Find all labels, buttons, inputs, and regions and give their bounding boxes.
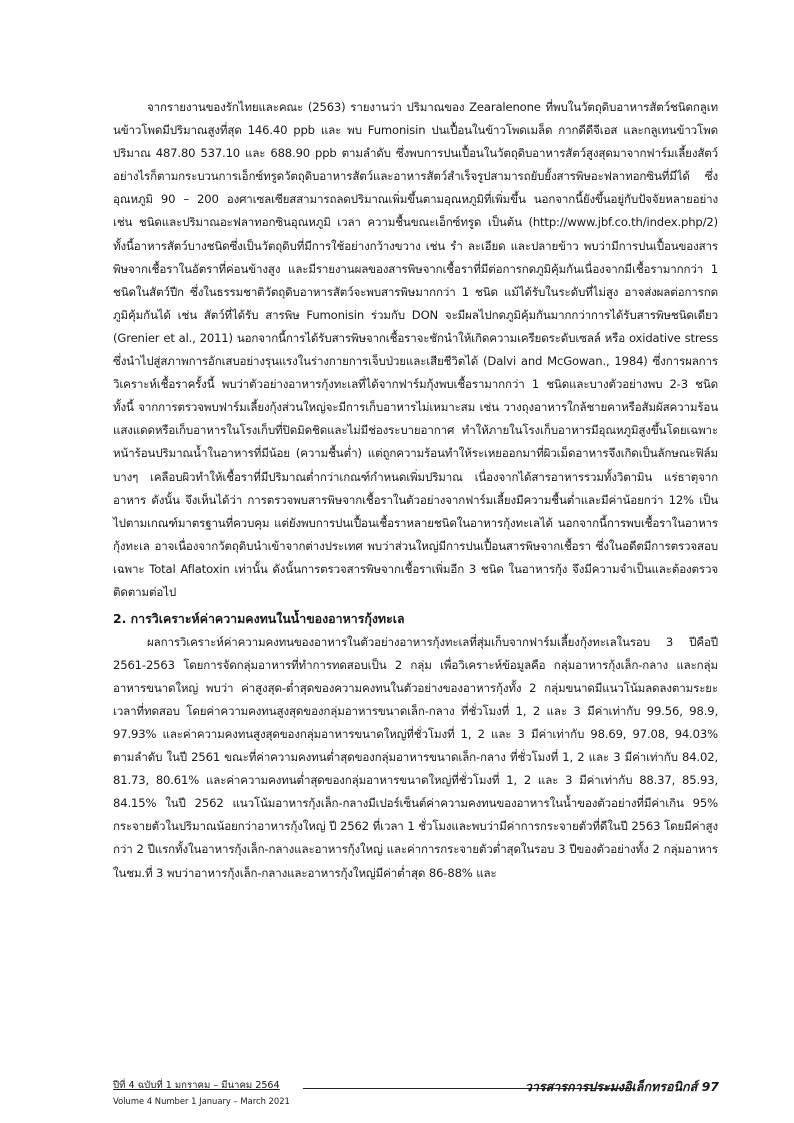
body-paragraph-2-text: ผลการวิเคราะห์ค่าความคงทนของอาหารในตัวอย่างอาหารกุ้งทะเลที่สุ่มเก็บจากฟาร์มเลี้ยงกุ้งทะเลในรอบ 3 ปีคือปี 2561-2563 โดยการจัดกลุ่มอาหารที่ทำการทดสอบเป็น 2 กลุ่ม เพื่อวิเคราะห์ข้อมูลคือ กลุ่มอาหารกุ้งเล็ก-กลาง และกลุ่มอาหารขนาดใหญ่ พบว่า ค่าสูงสุด-ต่ำสุดของความคงทนในตัวอย่างของอาหารกุ้งทั้ง 2 กลุ่มขนาดมีแนวโน้มลดลงตามระยะเวลาที่ทดสอบ โดยค่าความคงทนสูงสุดของกลุ่มอาหารขนาดเล็ก-กลาง ที่ชั่วโมงที่ 1, 2 และ 3 มีค่าเท่ากับ 99.56, 98.9, 97.93% และค่าความคงทนสูงสุดของกลุ่มอาหารขนาดใหญ่ที่ชั่วโมงที่ 1, 2 และ 3 มีค่าเท่ากับ 98.69, 97.08, 94.03% ตามลำดับ ในปี 2561 ขณะที่ค่าความคงทนต่ำสุดของกลุ่มอาหารขนาดเล็ก-กลาง ที่ชั่วโมงที่ 1, 2 และ 3 มีค่าเท่ากับ 84.02, 81.73, 80.61% และค่าความคงทนต่ำสุดของกลุ่มอาหารขนาดใหญ่ที่ชั่วโมงที่ 1, 2 และ 3 มีค่าเท่ากับ 88.37, 85.93, 84.15% ในปี 2562 แนวโน้มอาหารกุ้งเล็ก-กลางมีเปอร์เซ็นต์ค่าความคงทนของอาหารในน้ำของตัวอย่างที่มีค่าเกิน 95% กระจายตัวในปริมาณน้อยกว่าอาหารกุ้งใหญ่ ปี 2562 ที่เวลา 1 ชั่วโมงและพบว่ามีค่าการกระจายตัวที่ดีในปี 2563 โดยมีค่าสูงกว่า 2 ปีแรกทั้งในอาหารกุ้งเล็ก-กลางและอาหารกุ้งใหญ่ และค่าการกระจายตัวต่ำสุดในรอบ 3 ปีของตัวอย่างทั้ง 2 กลุ่มอาหารในชม.ที่ 3 พบว่าอาหารกุ้งเล็ก-กลางและอาหารกุ้งใหญ่มีค่าต่ำสุด 86-88% และ <box>113 634 718 880</box>
journal-title-page-number <box>525 1077 719 1097</box>
body-paragraph-1-text: จากรายงานของรักไทยและคณะ (2563) รายงานว่า ปริมาณของ Zearalenone ที่พบในวัตถุดิบอาหารสัตว์ชนิดกลูเทนข้าวโพดมีปริมาณสูงที่สุด 146.40 ppb และ พบ Fumonisin ปนเปื้อนในข้าวโพดเมล็ด กากดีดีจีเอส และกลูเทนข้าวโพด ปริมาณ 487.80 537.10 และ 688.90 ppb ตามลำดับ ซึ่งพบการปนเปื้อนในวัตถุดิบอาหารสัตว์สูงสุดมาจากฟาร์มเลี้ยงสัตว์ อย่างไรก็ตามกระบวนการเอ็กซ์ทรูดวัตถุดิบอาหารสัตว์และอาหารสัตว์สำเร็จรูปสามารถยับยั้งสารพิษอะฟลาทอกซินที่มีได้ ซึ่งอุณหภูมิ 90 – 200 องศาเซลเซียสสามารถลดปริมาณเพิ่มขึ้นตามอุณหภูมิที่เพิ่มขึ้น นอกจากนี้ยังขึ้นอยู่กับปัจจัยหลายอย่าง เช่น ชนิดและปริมาณอะฟลาทอกซินอุณหภูมิ เวลา ความชื้นขณะเอ็กซ์ทรูด เป็นต้น (http://www.jbf.co.th/index.php/2) ทั้งนี้อาหารสัตว์บางชนิดซึ่งเป็นวัตถุดิบที่มีการใช้อย่างกว้างขวาง เช่น รำ ละเอียด และปลายข้าว พบว่ามีการปนเปื้อนของสารพิษจากเชื้อราในอัตราที่ค่อนข้างสูง และมีรายงานผลของสารพิษจากเชื้อราที่มีต่อการกดภูมิคุ้มกันเนื่องจากมีเชื้อรามากกว่า 1 ชนิดในสัตว์ปีก ซึ่งในธรรมชาติวัตถุดิบอาหารสัตว์จะพบสารพิษมากกว่า 1 ชนิด แม้ได้รับในระดับที่ไม่สูง อาจส่งผลต่อการกดภูมิคุ้มกันได้ เช่น สัตว์ที่ได้รับ สารพิษ Fumonisin ร่วมกับ DON จะมีผลไปกดภูมิคุ้มกันมากกว่าการได้รับสารพิษชนิดเดียว (Grenier et al., 2011) นอกจากนี้การได้รับสารพิษจากเชื้อราจะชักนำให้เกิดความเครียดระดับเซลล์ หรือ oxidative stress ซึ่งนำไปสู่สภาพการอักเสบอย่างรุนแรงในร่างกายการเจ็บป่วยและเสียชีวิตได้ (Dalvi and McGowan., 1984) ซึ่งการผลการวิเคราะห์เชื้อราครั้งนี้ พบว่าตัวอย่างอาหารกุ้งทะเลที่ได้จากฟาร์มกุ้งพบเชื้อรามากกว่า 1 ชนิดและบางตัวอย่างพบ 2-3 ชนิด ทั้งนี้ จากการตรวจพบฟาร์มเลี้ยงกุ้งส่วนใหญ่จะมีการเก็บอาหารไม่เหมาะสม เช่น วางถุงอาหารใกล้ชายคาหรือสัมผัสความร้อนแสงแดดหรือเก็บอาหารในโรงเก็บที่ปิดมิดชิดและไม่มีช่องระบายอากาศ ทำให้ภายในโรงเก็บอาหารมีอุณหภูมิสูงขึ้นโดยเฉพาะหน้าร้อนปริมาณน้ำในอาหารที่มีน้อย (ความชื้นต่ำ) แต่ถูกความร้อนทำให้ระเหยออกมาที่ผิวเม็ดอาหารจึงเกิดเป็นลักษณะฟิล์มบางๆ เคลือบผิวทำให้เชื้อราที่มีปริมาณต่ำกว่าเกณฑ์กำหนดเพิ่มปริมาณ เนื่องจากได้สารอาหารรวมทั้งวิตามิน แร่ธาตุจากอาหาร ดังนั้น จึงเห็นได้ว่า การตรวจพบสารพิษจากเชื้อราในตัวอย่างจากฟาร์มเลี้ยงมีความชื้นต่ำและมีค่าน้อยกว่า 12% เป็นไปตามเกณฑ์มาตรฐานที่ควบคุม แต่ยังพบการปนเปื้อนเชื้อราหลายชนิดในอาหารกุ้งทะเลได้ นอกจากนี้การพบเชื้อราในอาหารกุ้งทะเล อาจเนื่องจากวัตถุดิบนำเข้าจากต่างประเทศ พบว่าส่วนใหญ่มีการปนเปื้อนสารพิษจากเชื้อรา ซึ่งในอดีตมีการตรวจสอบเฉพาะ Total Aflatoxin เท่านั้น ดังนั้นการตรวจสารพิษจากเชื้อราเพิ่มอีก 3 ชนิด ในอาหารกุ้ง จึงมีความจำเป็นและต้องตรวจติดตามต่อไป <box>113 100 718 599</box>
page-footer <box>113 1076 719 1116</box>
body-paragraph-2 <box>113 631 718 885</box>
issue-info-english: Volume 4 Number 1 January – March 2021 <box>113 1096 290 1106</box>
body-paragraph-1 <box>113 96 718 604</box>
section-heading: 2. การวิเคราะห์ค่าความคงทนในน้ำของอาหารกุ้งทะเล <box>113 611 405 627</box>
issue-info-thai: ปีที่ 4 ฉบับที่ 1 มกราคม – มีนาคม 2564 <box>113 1080 280 1091</box>
journal-name: วารสารการประมงอิเล็กทรอนิกส์ <box>524 1079 698 1094</box>
document-body <box>113 96 718 885</box>
page-number: 97 <box>701 1079 719 1094</box>
